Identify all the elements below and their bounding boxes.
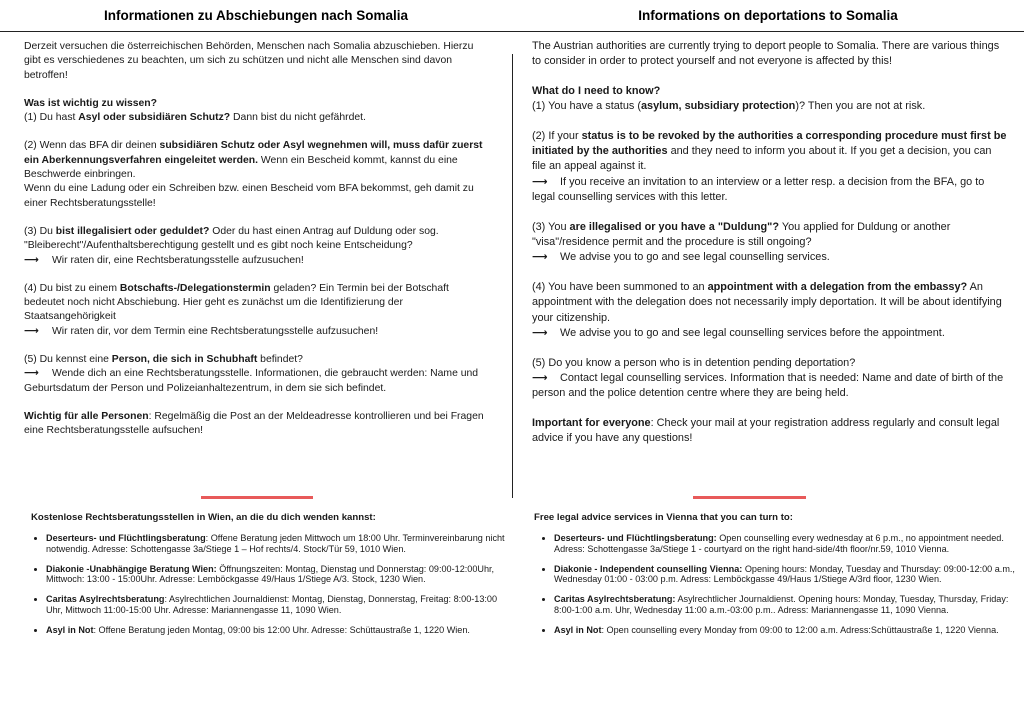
column-divider-line: [512, 54, 513, 498]
german-intro: Derzeit versuchen die österreichischen Behörden, Menschen nach Somalia abzuschieben. Hierzu gibt es verschiedenes zu beachten, um sich zu schützen und nicht alle Menschen sind davon betroffen!: [24, 41, 474, 81]
list-item: • Asyl in Not: Open counselling every Monday from 09:00 to 12:00 a.m. Adress:Schüttaustraße 1, 1220 Vienna.: [554, 625, 1018, 636]
german-column: [0, 0, 512, 31]
german-point-2: (2) Wenn das BFA dir deinen subsidiären Schutz oder Asyl wegnehmen will, muss dafür zuerst ein Aberkennungsverfahren eingeleitet werden. Wenn ein Bescheid kommt, kannst du eine Beschwerde einbringen. Wenn du eine Ladung oder ein Schreiben bzw. einen Bescheid vom BFA bekommst, geh damit zu einer Rechtsberatungsstelle!: [24, 140, 483, 209]
arrow-icon: ⟶: [532, 371, 548, 384]
german-services-heading: Kostenlose Rechtsberatungsstellen in Wien, an die du dich wenden kannst:: [31, 512, 376, 523]
arrow-icon: ⟶: [532, 251, 548, 264]
german-point-5: (5) Du kennst eine Person, die sich in Schubhaft befindet? ⟶ Wende dich an eine Rechtsberatungsstelle. Informationen, die gebraucht werden: Name und Geburtsdatum der Person und Polizeianhaltezentrum, in dem sie sich befindet.: [24, 354, 479, 394]
german-point-4: (4) Du bist zu einem Botschafts-/Delegationstermin geladen? Ein Termin bei der Botschaft bedeutet noch nicht Abschiebung. Hier geht es zunächst um die Identifizierung der Staatsangehörigkeit ⟶ Wir raten dir, vor dem Termin eine Rechtsberatungsstelle aufzusuchen!: [24, 282, 492, 339]
english-point-3: (3) You are illegalised or you have a "Duldung"? You applied for Duldung or another "visa"/residence permit and the procedure is still ongoing? ⟶ We advise you to go and see legal counselling services.: [532, 220, 1008, 266]
english-point-1: (1) You have a status (asylum, subsidiary protection)? Then you are not at risk.: [532, 100, 926, 113]
arrow-icon: ⟶: [24, 254, 39, 266]
german-point-3: (3) Du bist illegalisiert oder geduldet? Oder du hast einen Antrag auf Duldung oder sog. "Bleiberecht"/Aufenthaltsberechtigung gestellt und es gibt noch keine Entscheidung? ⟶ Wir raten dir, eine Rechtsberatungsstelle aufzusuchen!: [24, 225, 492, 268]
german-point-1: (1) Du hast Asyl oder subsidiären Schutz? Dann bist du nicht gefährdet.: [24, 112, 366, 124]
english-column: [512, 0, 1024, 31]
arrow-icon: ⟶: [24, 368, 39, 380]
german-title: Informationen zu Abschiebungen nach Somalia: [103, 8, 409, 23]
german-services-list: [30, 533, 508, 645]
english-title: Informations on deportations to Somalia: [638, 8, 898, 23]
german-important-note: Wichtig für alle Personen: Regelmäßig die Post an der Meldeadresse kontrollieren und bei Fragen eine Rechtsberatungsstelle aufsuchen!: [24, 410, 484, 437]
english-intro: The Austrian authorities are currently trying to deport people to Somalia. There are various things to consider in order to protect yourself and not everyone is affected by this!: [532, 40, 1000, 68]
arrow-icon: ⟶: [24, 325, 39, 337]
english-point-5: (5) Do you know a person who is in detention pending deportation? ⟶ Contact legal counselling services. Information that is needed: Name and date of birth of the person and the police detention centre where they are being held.: [532, 356, 1004, 400]
english-important-note: Important for everyone: Check your mail at your registration address regularly and consult legal advice if you have any questions!: [532, 416, 1000, 445]
english-divider: [693, 496, 806, 499]
german-title-rule: [0, 31, 512, 32]
list-item: • Deserteurs- und Flüchtlingsberatung: Offene Beratung jeden Mittwoch um 18:00 Uhr. Terminvereinbarung nicht notwendig. Adresse: Schottengasse 3a/Stiege 1 – Hof rechts/4. Stock/Tür 59, 1010 Wien.: [46, 533, 508, 555]
english-body: [532, 39, 1008, 461]
german-divider: [201, 496, 313, 499]
arrow-icon: ⟶: [532, 327, 548, 340]
english-title-rule: [512, 31, 1024, 32]
list-item: • Diakonie - Independent counselling Vienna: Opening hours: Monday, Tuesday and Thursday: 09:00-12:00 a.m., Wednesday 01:00 - 03:00 p.m. Adress: Lemböckgasse 49/Haus 1/Stiege A/3rd floor, 1230 Wien.: [554, 564, 1018, 586]
english-know-heading: What do I need to know?: [532, 84, 661, 97]
list-item: • Caritas Asylrechtsberatung: Asylrechtlicher Journaldienst. Opening hours: Monday, Tuesday, Thursday, Friday: 8:00-1:00 a.m. Uhr, Wednesday 11:00 a.m.-03:00 p.m.. Adress: Mariannengasse 11, 1090 Vienna.: [554, 594, 1018, 616]
english-point-4: (4) You have been summoned to an appointment with a delegation from the embassy? An appointment with the delegation does not necessarily imply deportation. It will be about identifying your citizenship. ⟶ We advise you to go and see legal counselling services before the appointment.: [532, 280, 1008, 342]
german-body: [24, 40, 492, 453]
arrow-icon: ⟶: [532, 175, 548, 188]
list-item: • Diakonie -Unabhängige Beratung Wien: Öffnungszeiten: Montag, Dienstag und Donnerstag: 09:00-12:00Uhr, Mittwoch: 13:00 - 15:00Uhr. Adresse: Lemböckgasse 49/Haus 1/Stiege A/3. Stock, 1230 Wien.: [46, 564, 508, 586]
english-services-list: [538, 533, 1018, 645]
german-know-heading: Was ist wichtig zu wissen?: [24, 97, 157, 109]
list-item: • Caritas Asylrechtsberatung: Asylrechtlichen Journaldienst: Montag, Dienstag, Donnerstag, Freitag: 8:00-13:00 Uhr, Mittwoch 11:00-15:00 Uhr. Adresse: Mariannengasse 11, 1090 Wien.: [46, 594, 508, 616]
list-item: • Asyl in Not: Offene Beratung jeden Montag, 09:00 bis 12:00 Uhr. Adresse: Schüttaustraße 1, 1220 Wien.: [46, 625, 508, 636]
list-item: • Deserteurs- und Flüchtlingsberatung: Open counselling every wednesday at 6 p.m., no appointment needed. Adress: Schottengasse 3a/Stiege 1 - courtyard on the right hand-side/4th floor/nr.59, 1010 Vienna.: [554, 533, 1018, 555]
english-services-heading: Free legal advice services in Vienna that you can turn to:: [534, 512, 793, 523]
english-point-2: (2) If your status is to be revoked by the authorities a corresponding procedure must first be initiated by the authorities and they need to inform you about it. If you get a decision, you can file an appeal against it. ⟶ If you receive an invitation to an interview or a letter resp. a decision from the BFA, go to legal counselling services with this letter.: [532, 129, 1007, 204]
